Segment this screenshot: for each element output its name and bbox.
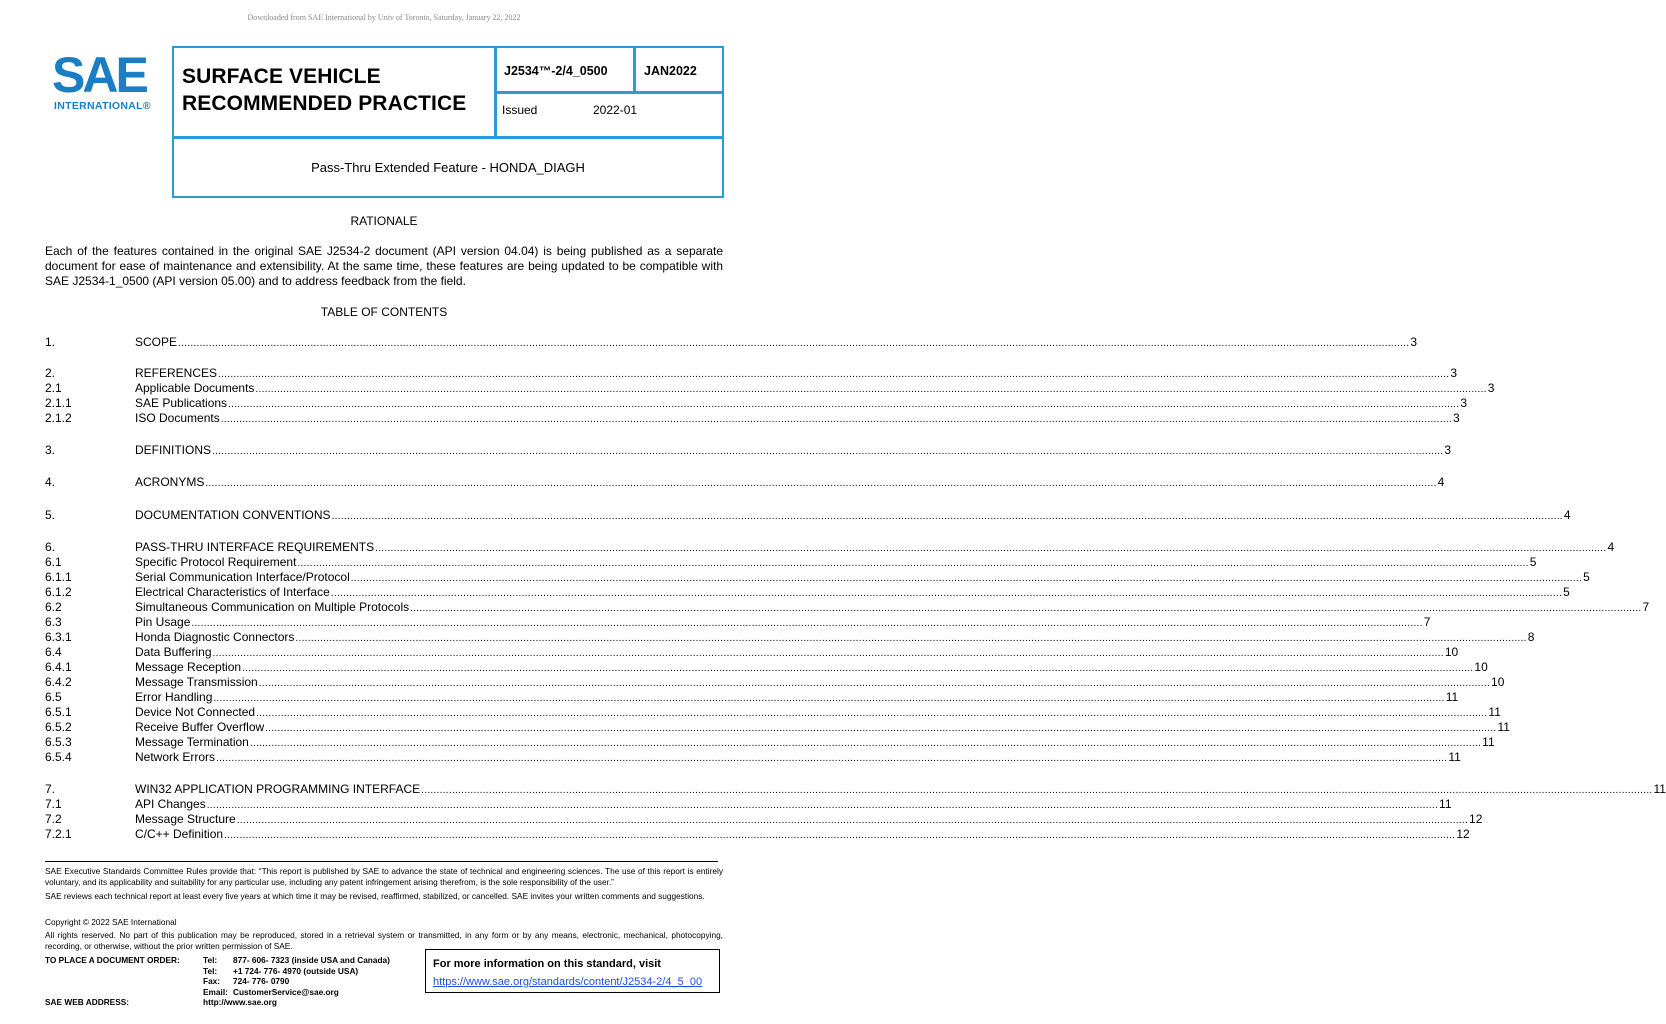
- toc-section-number: 3.: [45, 443, 56, 457]
- doc-date-box: [633, 46, 724, 94]
- toc-dot-leader: ................................................................................................................................................................................................................................................................................................................................................................................................................: [330, 588, 1563, 599]
- toc-row[interactable]: [45, 812, 1483, 827]
- toc-dot-leader: ................................................................................................................................................................................................................................................................................................................................................................................................................: [242, 663, 1474, 674]
- toc-row[interactable]: [45, 585, 1570, 600]
- toc-title[interactable]: SAE Publications: [135, 396, 228, 410]
- toc-title[interactable]: ACRONYMS: [135, 475, 205, 489]
- toc-page-number: 11: [1482, 735, 1495, 749]
- toc-section-number: 7.: [45, 782, 56, 796]
- toc-entry: [135, 645, 1459, 661]
- toc-section-number: 7.2.1: [45, 827, 72, 841]
- toc-entry: [135, 555, 1537, 571]
- copyright-text: Copyright © 2022 SAE International: [45, 917, 177, 927]
- toc-page-number: 5: [1563, 585, 1570, 599]
- toc-title[interactable]: Device Not Connected: [135, 705, 256, 719]
- issued-date: 2022-01: [593, 103, 638, 117]
- toc-entry: [135, 411, 1460, 427]
- toc-title[interactable]: Message Structure: [135, 812, 236, 826]
- toc-entry: [135, 675, 1505, 691]
- toc-section-number: 6.3: [45, 615, 62, 629]
- tel-label: Tel:: [203, 955, 218, 965]
- toc-section-number: 6.5.2: [45, 720, 72, 734]
- toc-title[interactable]: Data Buffering: [135, 645, 212, 659]
- toc-dot-leader: ................................................................................................................................................................................................................................................................................................................................................................................................................: [191, 618, 1423, 629]
- toc-dot-leader: ................................................................................................................................................................................................................................................................................................................................................................................................................: [295, 633, 1527, 644]
- toc-section-number: 6.1.1: [45, 570, 72, 584]
- toc-title[interactable]: Pin Usage: [135, 615, 191, 629]
- toc-row[interactable]: [45, 443, 1452, 458]
- rights-text: All rights reserved. No part of this publication may be reproduced, stored in a retrieval system or transmitted, in any form or by any means, electronic, mechanical, photocopying, recording, or otherwise, without the prior written permission of SAE.: [45, 930, 723, 951]
- toc-entry: [135, 396, 1468, 412]
- toc-entry: [135, 615, 1431, 631]
- toc-title[interactable]: Simultaneous Communication on Multiple Protocols: [135, 600, 410, 614]
- toc-entry: [135, 475, 1445, 491]
- toc-dot-leader: ................................................................................................................................................................................................................................................................................................................................................................................................................: [228, 399, 1460, 410]
- toc-page-number: 10: [1444, 645, 1459, 659]
- toc-row[interactable]: [45, 615, 1431, 630]
- toc-dot-leader: ................................................................................................................................................................................................................................................................................................................................................................................................................: [255, 384, 1487, 395]
- fax-label: Fax:: [203, 976, 221, 986]
- toc-title[interactable]: Electrical Characteristics of Interface: [135, 585, 330, 599]
- toc-dot-leader: ................................................................................................................................................................................................................................................................................................................................................................................................................: [213, 693, 1445, 704]
- toc-title[interactable]: Receive Buffer Overflow: [135, 720, 265, 734]
- toc-dot-leader: ................................................................................................................................................................................................................................................................................................................................................................................................................: [421, 785, 1653, 796]
- toc-page-number: 12: [1456, 827, 1470, 841]
- toc-entry: [135, 660, 1488, 676]
- toc-title[interactable]: PASS-THRU INTERFACE REQUIREMENTS: [135, 540, 375, 554]
- email-label: Email:: [203, 986, 228, 997]
- standard-link[interactable]: https://www.sae.org/standards/content/J2534-2/4_5_00: [433, 976, 703, 988]
- toc-page-number: 3: [1450, 366, 1458, 380]
- toc-row[interactable]: [45, 630, 1535, 645]
- toc-entry: [135, 508, 1571, 524]
- toc-entry: [135, 335, 1418, 351]
- toc-entry: [135, 782, 1666, 798]
- toc-row[interactable]: [45, 645, 1459, 660]
- toc-row[interactable]: [45, 600, 1650, 615]
- toc-section-number: 7.2: [45, 812, 62, 826]
- toc-title[interactable]: Error Handling: [135, 690, 213, 704]
- toc-row[interactable]: [45, 690, 1459, 705]
- more-info-box: [425, 949, 720, 993]
- toc-page-number: 12: [1469, 812, 1483, 826]
- toc-entry: [135, 735, 1495, 751]
- toc-row[interactable]: [45, 381, 1495, 396]
- toc-dot-leader: ................................................................................................................................................................................................................................................................................................................................................................................................................: [410, 603, 1642, 614]
- toc-entry: [135, 381, 1495, 397]
- toc-title[interactable]: WIN32 APPLICATION PROGRAMMING INTERFACE: [135, 782, 421, 796]
- toc-row[interactable]: [45, 735, 1495, 750]
- toc-entry: [135, 443, 1452, 459]
- toc-section-number: 6.4: [45, 645, 62, 659]
- doc-id: J2534™-2/4_0500: [504, 64, 608, 78]
- toc-section-number: 6.1.2: [45, 585, 72, 599]
- toc-page-number: 4: [1607, 540, 1615, 554]
- toc-section-number: 4.: [45, 475, 56, 489]
- toc-dot-leader: ................................................................................................................................................................................................................................................................................................................................................................................................................: [218, 369, 1450, 380]
- toc-section-number: 6.5.1: [45, 705, 72, 719]
- doc-id-box: [494, 46, 636, 94]
- toc-row[interactable]: [45, 705, 1501, 720]
- toc-entry: [135, 690, 1459, 706]
- toc-entry: [135, 720, 1510, 736]
- toc-entry: [135, 797, 1452, 813]
- web-address-label: SAE WEB ADDRESS:: [45, 997, 130, 1007]
- toc-entry: [135, 750, 1461, 766]
- toc-entry: [135, 585, 1570, 601]
- toc-row[interactable]: [45, 570, 1590, 585]
- toc-section-number: 5.: [45, 508, 56, 522]
- toc-page-number: 11: [1448, 750, 1461, 764]
- toc-page-number: 3: [1487, 381, 1495, 395]
- toc-page-number: 11: [1445, 690, 1459, 704]
- toc-page-number: 8: [1527, 630, 1535, 644]
- toc-page-number: 10: [1474, 660, 1488, 674]
- issued-box: [494, 91, 724, 139]
- toc-page-number: 7: [1642, 600, 1650, 614]
- toc-title[interactable]: Specific Protocol Requirement: [135, 555, 297, 569]
- toc-section-number: 2.1.1: [45, 396, 72, 410]
- toc-page-number: 11: [1488, 705, 1501, 719]
- toc-title[interactable]: Applicable Documents: [135, 381, 255, 395]
- toc-dot-leader: ................................................................................................................................................................................................................................................................................................................................................................................................................: [331, 511, 1563, 522]
- toc-section-number: 6.1: [45, 555, 62, 569]
- toc-section-number: 6.2: [45, 600, 62, 614]
- toc-dot-leader: ................................................................................................................................................................................................................................................................................................................................................................................................................: [206, 800, 1439, 811]
- toc-section-number: 6.5.3: [45, 735, 72, 749]
- toc-page-number: 3: [1460, 396, 1468, 410]
- toc-page-number: 11: [1653, 782, 1666, 796]
- toc-entry: [135, 705, 1501, 721]
- toc-page-number: 7: [1423, 615, 1431, 629]
- toc-row[interactable]: [45, 508, 1571, 523]
- toc-title[interactable]: DOCUMENTATION CONVENTIONS: [135, 508, 331, 522]
- toc-page-number: 3: [1444, 443, 1452, 457]
- toc-page-number: 3: [1410, 335, 1418, 349]
- doc-subtitle-box: [172, 136, 724, 198]
- toc-dot-leader: ................................................................................................................................................................................................................................................................................................................................................................................................................: [220, 414, 1453, 425]
- toc-dot-leader: ................................................................................................................................................................................................................................................................................................................................................................................................................: [256, 708, 1488, 719]
- email-link[interactable]: CustomerService@sae.org: [233, 986, 339, 997]
- order-label: TO PLACE A DOCUMENT ORDER:: [45, 955, 180, 965]
- toc-entry: [135, 600, 1650, 616]
- toc-section-number: 6.4.2: [45, 675, 72, 689]
- toc-page-number: 11: [1439, 797, 1452, 811]
- download-note: Downloaded from SAE International by Univ of Toronto, Saturday, January 22, 2022: [247, 13, 521, 22]
- toc-section-number: 7.1: [45, 797, 62, 811]
- toc-section-number: 1.: [45, 335, 56, 349]
- sae-logo-mark: [50, 47, 150, 103]
- toc-page-number: 5: [1583, 570, 1590, 584]
- toc-entry: [135, 570, 1590, 586]
- toc-title[interactable]: API Changes: [135, 797, 206, 811]
- web-address-link[interactable]: http://www.sae.org: [203, 997, 277, 1007]
- toc-dot-leader: ................................................................................................................................................................................................................................................................................................................................................................................................................: [212, 446, 1444, 457]
- toc-row[interactable]: [45, 827, 1470, 842]
- toc-title[interactable]: Message Transmission: [135, 675, 258, 689]
- rationale-heading: RATIONALE: [350, 214, 418, 228]
- toc-section-number: 6.3.1: [45, 630, 72, 644]
- toc-dot-leader: ................................................................................................................................................................................................................................................................................................................................................................................................................: [249, 738, 1482, 749]
- toc-entry: [135, 540, 1615, 556]
- toc-row[interactable]: [45, 720, 1510, 735]
- toc-page-number: 10: [1491, 675, 1505, 689]
- toc-dot-leader: ................................................................................................................................................................................................................................................................................................................................................................................................................: [212, 648, 1444, 659]
- toc-dot-leader: ................................................................................................................................................................................................................................................................................................................................................................................................................: [224, 830, 1456, 841]
- more-info-text: For more information on this standard, visit: [433, 958, 661, 970]
- toc-row[interactable]: [45, 660, 1488, 675]
- toc-title[interactable]: Message Termination: [135, 735, 249, 749]
- doc-type-line2: RECOMMENDED PRACTICE: [182, 92, 467, 115]
- toc-dot-leader: ................................................................................................................................................................................................................................................................................................................................................................................................................: [236, 815, 1469, 826]
- toc-title[interactable]: DEFINITIONS: [135, 443, 212, 457]
- toc-row[interactable]: [45, 782, 1666, 797]
- toc-dot-leader: ................................................................................................................................................................................................................................................................................................................................................................................................................: [265, 723, 1497, 734]
- doc-type-box: [172, 46, 497, 139]
- toc-row[interactable]: [45, 797, 1452, 812]
- logo-subtext: INTERNATIONAL®: [54, 100, 151, 112]
- review-text: SAE reviews each technical report at least every five years at which time it may be revised, reaffirmed, stabilized, or cancelled. SAE invites your written comments and suggestions.: [45, 891, 705, 901]
- toc-dot-leader: ................................................................................................................................................................................................................................................................................................................................................................................................................: [350, 573, 1583, 584]
- rationale-body: Each of the features contained in the original SAE J2534-2 document (API version 04.04) is being published as a separate document for ease of maintenance and extensibility. At the same time, these features are being updated to be compatible with SAE J2534-1_0500 (API version 05.00) and to address feedback from the field.: [45, 244, 723, 288]
- toc-section-number: 6.5.4: [45, 750, 72, 764]
- toc-page-number: 4: [1437, 475, 1445, 489]
- toc-page-number: 11: [1497, 720, 1510, 734]
- tel2-label: Tel:: [203, 965, 218, 976]
- toc-title[interactable]: SCOPE: [135, 335, 178, 349]
- toc-title[interactable]: Honda Diagnostic Connectors: [135, 630, 295, 644]
- tel2-value[interactable]: +1 724- 776- 4970 (outside USA): [233, 965, 359, 976]
- toc-row[interactable]: [45, 540, 1615, 555]
- toc-heading: TABLE OF CONTENTS: [320, 305, 448, 319]
- toc-dot-leader: ................................................................................................................................................................................................................................................................................................................................................................................................................: [205, 478, 1437, 489]
- toc-dot-leader: ................................................................................................................................................................................................................................................................................................................................................................................................................: [375, 543, 1607, 554]
- toc-row[interactable]: [45, 750, 1461, 765]
- toc-dot-leader: ................................................................................................................................................................................................................................................................................................................................................................................................................: [297, 558, 1529, 569]
- toc-title[interactable]: Serial Communication Interface/Protocol: [135, 570, 350, 584]
- toc-row[interactable]: [45, 555, 1537, 570]
- toc-row[interactable]: [45, 396, 1468, 411]
- footer-divider: [45, 861, 718, 862]
- toc-page-number: 5: [1529, 555, 1537, 569]
- toc-title[interactable]: ISO Documents: [135, 411, 220, 425]
- toc-row[interactable]: [45, 366, 1458, 381]
- toc-entry: [135, 812, 1483, 828]
- toc-title[interactable]: REFERENCES: [135, 366, 218, 380]
- issued-label: Issued: [502, 103, 538, 117]
- doc-date: JAN2022: [644, 64, 697, 78]
- toc-row[interactable]: [45, 411, 1460, 426]
- toc-section-number: 6.4.1: [45, 660, 72, 674]
- toc-entry: [135, 366, 1458, 382]
- toc-section-number: 2.: [45, 366, 56, 380]
- toc-row[interactable]: [45, 335, 1418, 350]
- toc-entry: [135, 827, 1470, 843]
- toc-title[interactable]: Message Reception: [135, 660, 242, 674]
- toc-section-number: 6.5: [45, 690, 62, 704]
- fax-value: 724- 776- 0790: [233, 976, 290, 986]
- toc-entry: [135, 630, 1535, 646]
- toc-page-number: 4: [1563, 508, 1571, 522]
- toc-page-number: 3: [1453, 411, 1460, 425]
- toc-row[interactable]: [45, 475, 1445, 490]
- committee-rules-text: SAE Executive Standards Committee Rules provide that: “This report is published by SAE to advance the state of technical and engineering sciences. The use of this report is entirely voluntary, and its applicability and suitability for any particular use, including any patent infringement arising therefrom, is the sole responsibility of the user.”: [45, 866, 723, 887]
- toc-title[interactable]: C/C++ Definition: [135, 827, 224, 841]
- toc-section-number: 2.1.2: [45, 411, 72, 425]
- toc-section-number: 2.1: [45, 381, 62, 395]
- tel-value[interactable]: 877- 606- 7323 (inside USA and Canada): [233, 955, 390, 965]
- doc-subtitle: Pass-Thru Extended Feature - HONDA_DIAGH: [311, 160, 585, 175]
- logo-text: SAE: [52, 47, 146, 103]
- toc-section-number: 6.: [45, 540, 56, 554]
- toc-dot-leader: ................................................................................................................................................................................................................................................................................................................................................................................................................: [178, 338, 1410, 349]
- toc-dot-leader: ................................................................................................................................................................................................................................................................................................................................................................................................................: [216, 753, 1448, 764]
- toc-title[interactable]: Network Errors: [135, 750, 216, 764]
- toc-dot-leader: ................................................................................................................................................................................................................................................................................................................................................................................................................: [258, 678, 1491, 689]
- doc-type-line1: SURFACE VEHICLE: [182, 65, 381, 88]
- toc-row[interactable]: [45, 675, 1505, 690]
